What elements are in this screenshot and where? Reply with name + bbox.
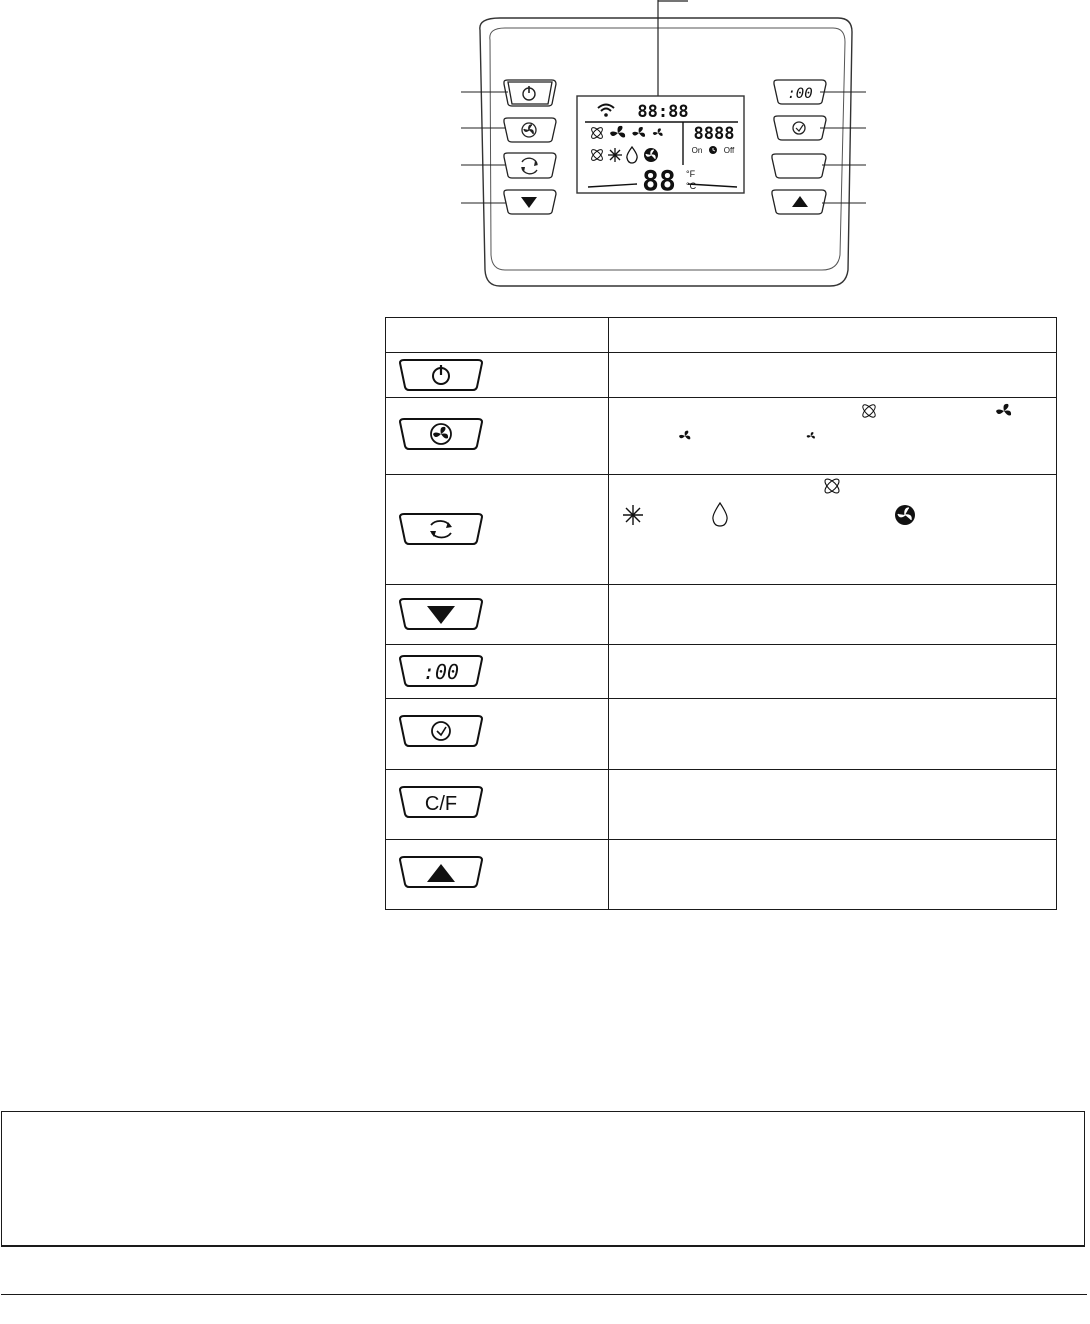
cool-snowflake-icon — [608, 148, 622, 162]
panel-unit-button[interactable] — [772, 154, 826, 178]
table-row — [386, 398, 1057, 475]
timer-description — [609, 699, 1057, 770]
panel-down-button[interactable] — [504, 190, 556, 214]
down-button-graphic — [396, 596, 486, 632]
lcd-unit-f: °F — [686, 169, 696, 179]
mode-inline-icons — [609, 475, 1057, 585]
up-button-graphic — [396, 854, 486, 890]
lcd-on-label: On — [691, 146, 703, 155]
panel-fan-button[interactable] — [504, 118, 556, 142]
panel-mode-button[interactable] — [504, 153, 556, 178]
lcd-unit-c: °C — [686, 181, 697, 191]
table-row — [386, 475, 1057, 585]
power-description — [609, 353, 1057, 398]
table-row — [386, 645, 1057, 699]
fan-medium-icon — [679, 431, 690, 440]
lcd-time: 88:88 — [637, 102, 689, 122]
fan-low-icon — [807, 432, 815, 438]
lcd-timer: 8888 — [693, 124, 735, 144]
clock-button-label: :00 — [422, 660, 460, 684]
panel-power-button[interactable] — [504, 80, 556, 106]
fan-mode-icon — [895, 505, 915, 525]
unit-description — [609, 770, 1057, 840]
table-row — [386, 699, 1057, 770]
clock-button-graphic — [396, 653, 486, 689]
power-button-graphic — [396, 357, 486, 393]
auto-fan-icon — [861, 403, 877, 419]
timer-button-graphic — [396, 713, 486, 749]
lcd-off-label: Off — [723, 146, 735, 155]
panel-clock-button-label: :00 — [787, 86, 813, 102]
fan-speed-description — [609, 398, 1057, 475]
table-row — [386, 840, 1057, 910]
mode-description — [609, 475, 1057, 585]
lcd-temp: 88 — [642, 164, 676, 197]
fan-speed-inline-icons — [609, 398, 1057, 475]
fan-button-graphic — [396, 416, 486, 452]
unit-button-graphic — [396, 784, 486, 820]
table-row — [386, 353, 1057, 398]
notice-box — [1, 1111, 1085, 1247]
panel-clock-button[interactable] — [774, 80, 826, 104]
clock-description — [609, 645, 1057, 699]
dry-drop-icon — [713, 503, 727, 526]
up-description — [609, 840, 1057, 910]
lcd-display — [577, 96, 744, 197]
table-header-row — [386, 318, 1057, 353]
down-description — [609, 585, 1057, 645]
control-panel-diagram — [0, 0, 1090, 300]
button-function-table — [385, 317, 1057, 910]
panel-timer-button[interactable] — [774, 116, 826, 140]
fan-high-icon — [996, 404, 1011, 416]
panel-up-button[interactable] — [772, 190, 826, 214]
table-row — [386, 770, 1057, 840]
fan-mode-icon — [644, 148, 658, 162]
table-header-function — [609, 318, 1057, 353]
auto-mode-icon — [823, 477, 841, 495]
table-header-button — [386, 318, 609, 353]
footer-rule — [1, 1294, 1087, 1295]
table-row — [386, 585, 1057, 645]
lcd-timer-clock-icon — [709, 146, 717, 154]
control-panel-svg — [0, 0, 1090, 300]
unit-button-label: C/F — [424, 793, 458, 815]
mode-button-graphic — [396, 511, 486, 547]
cool-snowflake-icon — [623, 505, 643, 525]
